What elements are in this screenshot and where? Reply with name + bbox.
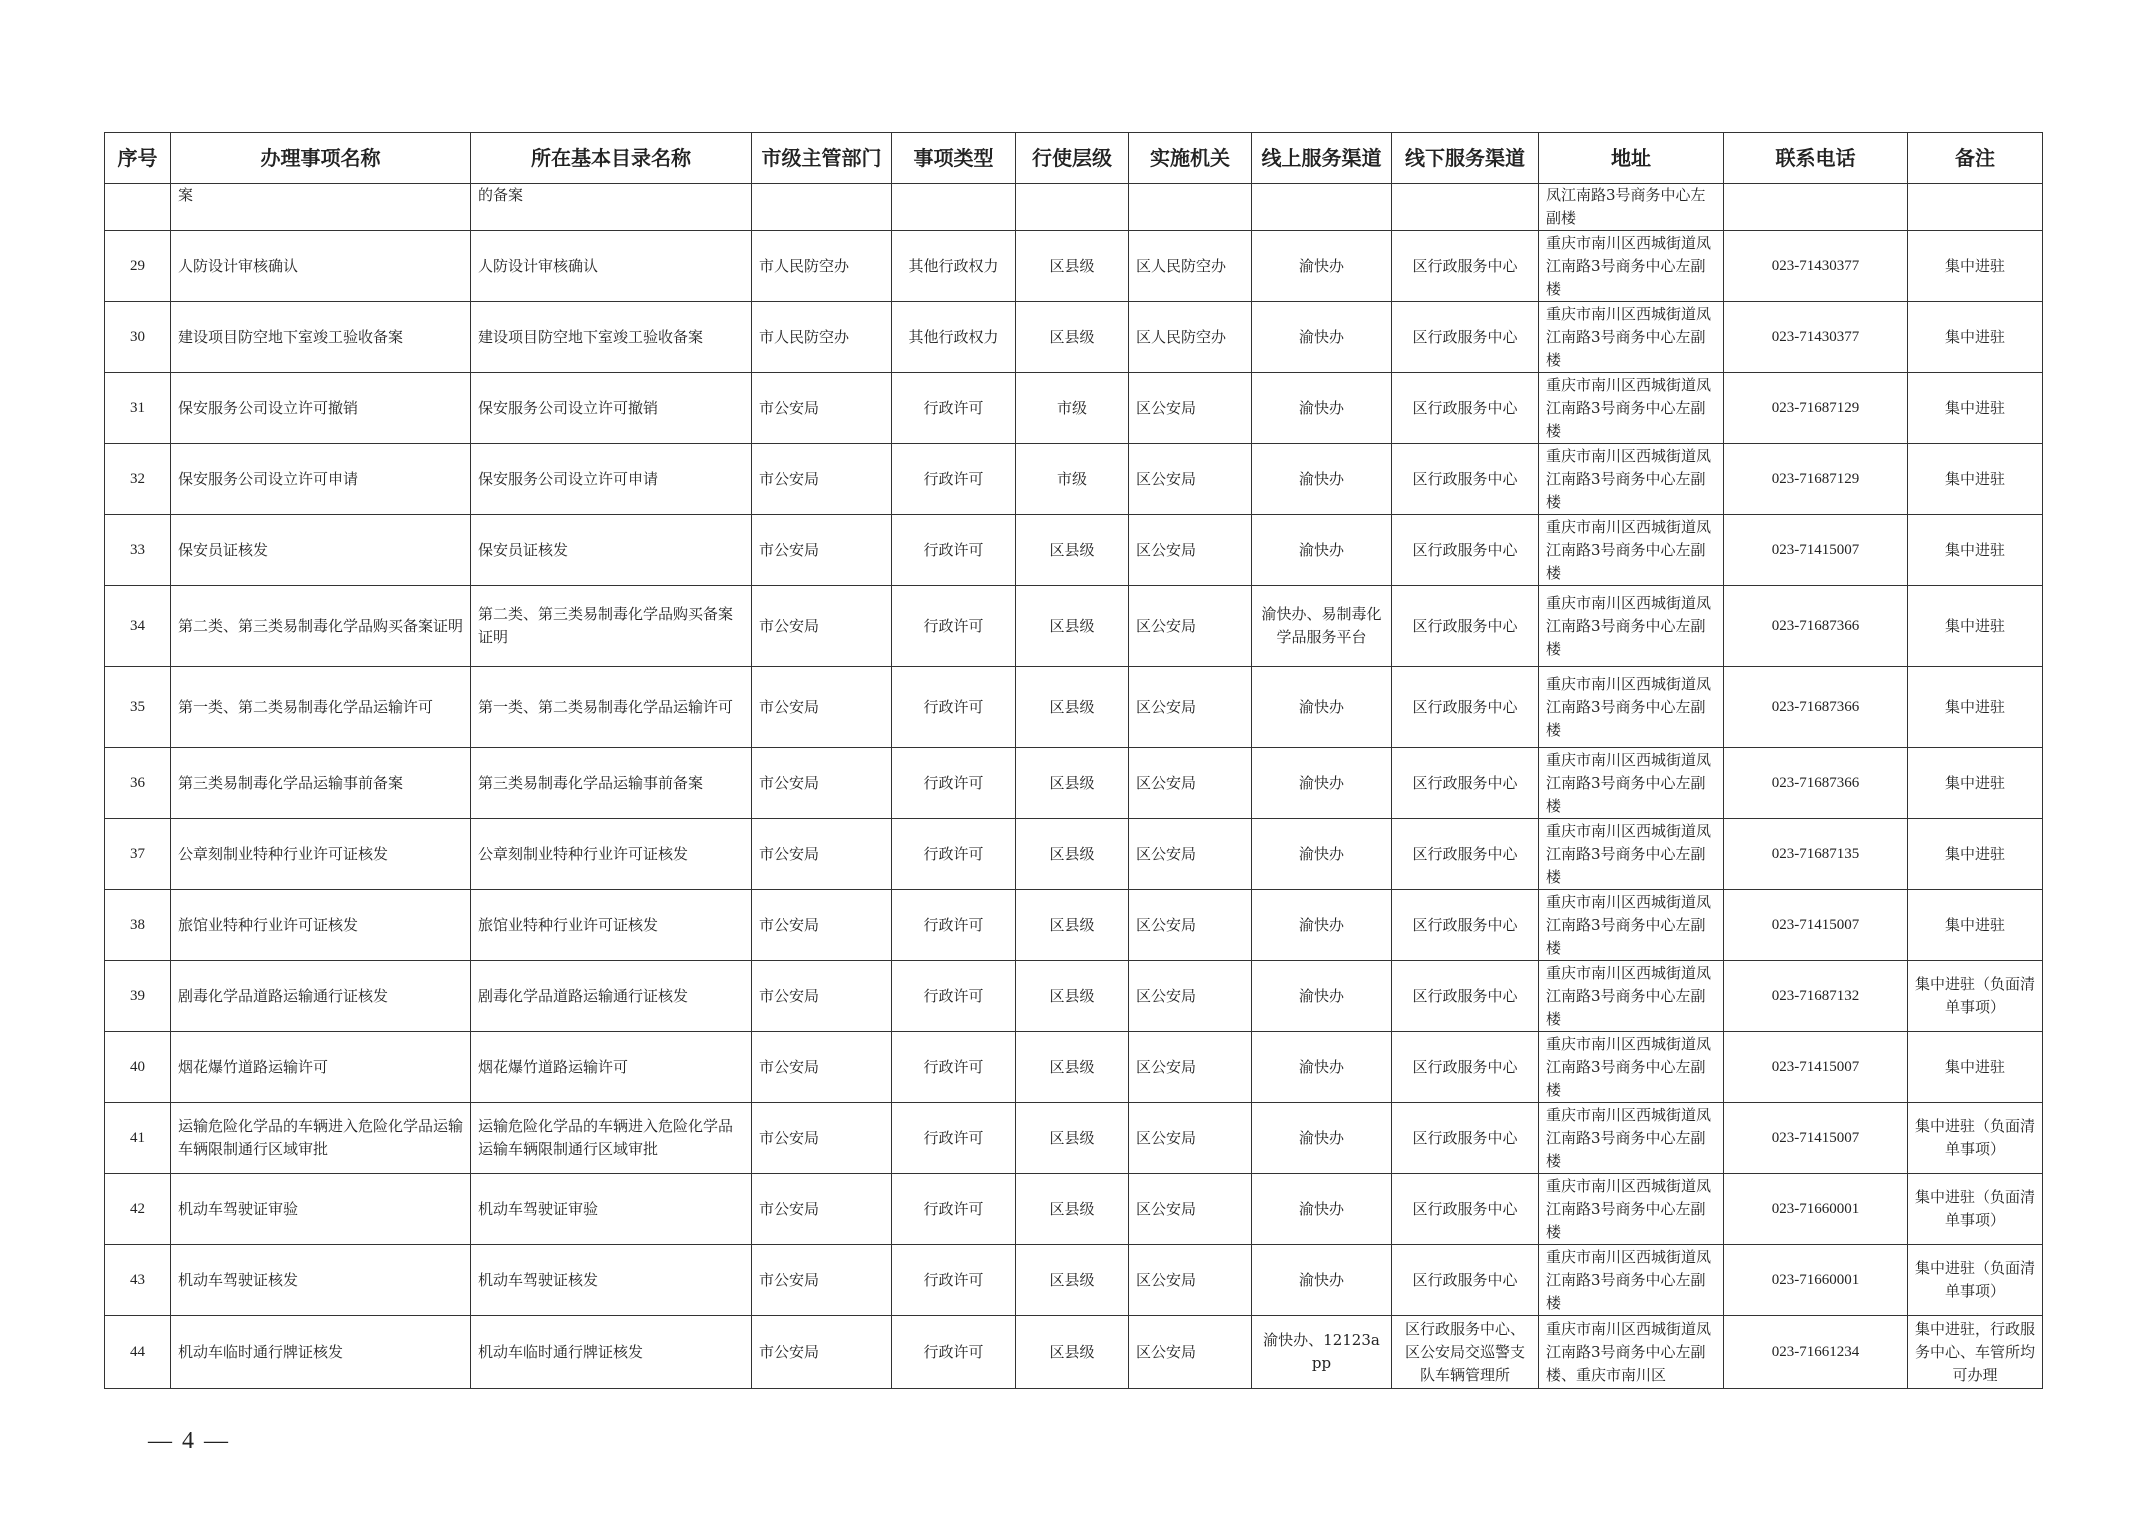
cell-catalog: 剧毒化学品道路运输通行证核发 — [471, 961, 752, 1032]
header-cell-type: 事项类型 — [892, 133, 1016, 184]
cell-catalog: 运输危险化学品的车辆进入危险化学品运输车辆限制通行区域审批 — [471, 1103, 752, 1174]
cell-offline: 区行政服务中心 — [1392, 748, 1539, 819]
cell-note: 集中进驻，行政服务中心、车管所均可办理 — [1908, 1316, 2043, 1389]
cell-note: 集中进驻（负面清单事项） — [1908, 961, 2043, 1032]
cell-agency: 区公安局 — [1129, 1174, 1252, 1245]
table-row — [105, 302, 2043, 373]
table-row — [105, 586, 2043, 667]
table-row — [105, 961, 2043, 1032]
cell-catalog: 机动车驾驶证核发 — [471, 1245, 752, 1316]
header-cell-phone: 联系电话 — [1724, 133, 1908, 184]
cell-address: 重庆市南川区西城街道凤江南路3号商务中心左副楼 — [1539, 819, 1724, 890]
cell-catalog: 的备案 — [471, 184, 752, 231]
cell-dept: 市公安局 — [752, 586, 892, 667]
cell-note: 集中进驻 — [1908, 667, 2043, 748]
cell-dept: 市公安局 — [752, 444, 892, 515]
table-row — [105, 444, 2043, 515]
cell-level: 区县级 — [1016, 515, 1129, 586]
cell-level — [1016, 184, 1129, 231]
continuation-row — [105, 184, 2043, 231]
cell-catalog: 烟花爆竹道路运输许可 — [471, 1032, 752, 1103]
table-header-row — [105, 133, 2043, 184]
cell-level: 区县级 — [1016, 302, 1129, 373]
header-cell-online: 线上服务渠道 — [1252, 133, 1392, 184]
cell-address: 重庆市南川区西城街道凤江南路3号商务中心左副楼、重庆市南川区 — [1539, 1316, 1724, 1389]
cell-dept: 市公安局 — [752, 819, 892, 890]
header-cell-no: 序号 — [105, 133, 171, 184]
cell-address: 重庆市南川区西城街道凤江南路3号商务中心左副楼 — [1539, 667, 1724, 748]
cell-offline: 区行政服务中心 — [1392, 373, 1539, 444]
cell-no: 36 — [105, 748, 171, 819]
cell-catalog: 建设项目防空地下室竣工验收备案 — [471, 302, 752, 373]
cell-level: 区县级 — [1016, 231, 1129, 302]
cell-online: 渝快办 — [1252, 302, 1392, 373]
cell-no: 32 — [105, 444, 171, 515]
cell-offline: 区行政服务中心 — [1392, 667, 1539, 748]
cell-level: 区县级 — [1016, 667, 1129, 748]
cell-name: 案 — [171, 184, 471, 231]
cell-no — [105, 184, 171, 231]
cell-agency: 区公安局 — [1129, 1103, 1252, 1174]
table-row — [105, 748, 2043, 819]
cell-online: 渝快办、易制毒化学品服务平台 — [1252, 586, 1392, 667]
cell-offline: 区行政服务中心 — [1392, 1174, 1539, 1245]
table-row — [105, 373, 2043, 444]
cell-name: 公章刻制业特种行业许可证核发 — [171, 819, 471, 890]
header-cell-offline: 线下服务渠道 — [1392, 133, 1539, 184]
cell-no: 37 — [105, 819, 171, 890]
cell-dept — [752, 184, 892, 231]
cell-online: 渝快办 — [1252, 748, 1392, 819]
cell-type: 行政许可 — [892, 1103, 1016, 1174]
cell-name: 机动车驾驶证审验 — [171, 1174, 471, 1245]
cell-online: 渝快办 — [1252, 667, 1392, 748]
cell-type: 行政许可 — [892, 373, 1016, 444]
cell-offline — [1392, 184, 1539, 231]
header-cell-level: 行使层级 — [1016, 133, 1129, 184]
cell-name: 保安服务公司设立许可申请 — [171, 444, 471, 515]
cell-phone: 023-71687135 — [1724, 819, 1908, 890]
cell-catalog: 保安服务公司设立许可撤销 — [471, 373, 752, 444]
cell-offline: 区行政服务中心 — [1392, 1245, 1539, 1316]
cell-level: 区县级 — [1016, 586, 1129, 667]
cell-phone: 023-71661234 — [1724, 1316, 1908, 1389]
cell-dept: 市公安局 — [752, 748, 892, 819]
cell-type: 其他行政权力 — [892, 231, 1016, 302]
cell-note: 集中进驻 — [1908, 444, 2043, 515]
cell-dept: 市公安局 — [752, 667, 892, 748]
cell-phone: 023-71430377 — [1724, 302, 1908, 373]
cell-phone: 023-71415007 — [1724, 515, 1908, 586]
cell-phone: 023-71687132 — [1724, 961, 1908, 1032]
cell-level: 区县级 — [1016, 1174, 1129, 1245]
cell-no: 39 — [105, 961, 171, 1032]
cell-name: 保安员证核发 — [171, 515, 471, 586]
cell-note: 集中进驻 — [1908, 302, 2043, 373]
cell-address: 重庆市南川区西城街道凤江南路3号商务中心左副楼 — [1539, 1245, 1724, 1316]
cell-address: 重庆市南川区西城街道凤江南路3号商务中心左副楼 — [1539, 748, 1724, 819]
cell-no: 31 — [105, 373, 171, 444]
table-row — [105, 667, 2043, 748]
cell-address: 凤江南路3号商务中心左副楼 — [1539, 184, 1724, 231]
cell-catalog: 机动车临时通行牌证核发 — [471, 1316, 752, 1389]
cell-agency: 区公安局 — [1129, 890, 1252, 961]
cell-offline: 区行政服务中心 — [1392, 961, 1539, 1032]
table-row — [105, 1103, 2043, 1174]
cell-address: 重庆市南川区西城街道凤江南路3号商务中心左副楼 — [1539, 444, 1724, 515]
cell-phone: 023-71687129 — [1724, 373, 1908, 444]
cell-online: 渝快办 — [1252, 1174, 1392, 1245]
cell-address: 重庆市南川区西城街道凤江南路3号商务中心左副楼 — [1539, 961, 1724, 1032]
cell-no: 30 — [105, 302, 171, 373]
cell-no: 34 — [105, 586, 171, 667]
cell-level: 区县级 — [1016, 1032, 1129, 1103]
cell-no: 35 — [105, 667, 171, 748]
cell-note: 集中进驻 — [1908, 231, 2043, 302]
cell-name: 第三类易制毒化学品运输事前备案 — [171, 748, 471, 819]
cell-level: 区县级 — [1016, 1316, 1129, 1389]
cell-phone: 023-71660001 — [1724, 1174, 1908, 1245]
cell-no: 43 — [105, 1245, 171, 1316]
cell-no: 38 — [105, 890, 171, 961]
cell-name: 建设项目防空地下室竣工验收备案 — [171, 302, 471, 373]
cell-phone: 023-71430377 — [1724, 231, 1908, 302]
cell-note: 集中进驻（负面清单事项） — [1908, 1103, 2043, 1174]
cell-name: 旅馆业特种行业许可证核发 — [171, 890, 471, 961]
cell-type: 行政许可 — [892, 890, 1016, 961]
cell-type: 行政许可 — [892, 667, 1016, 748]
cell-agency: 区公安局 — [1129, 819, 1252, 890]
table-row — [105, 515, 2043, 586]
cell-dept: 市公安局 — [752, 1245, 892, 1316]
cell-address: 重庆市南川区西城街道凤江南路3号商务中心左副楼 — [1539, 515, 1724, 586]
cell-note: 集中进驻 — [1908, 748, 2043, 819]
header-cell-name: 办理事项名称 — [171, 133, 471, 184]
cell-level: 市级 — [1016, 373, 1129, 444]
cell-address: 重庆市南川区西城街道凤江南路3号商务中心左副楼 — [1539, 373, 1724, 444]
cell-name: 机动车驾驶证核发 — [171, 1245, 471, 1316]
cell-phone: 023-71687129 — [1724, 444, 1908, 515]
table-row — [105, 1316, 2043, 1389]
cell-level: 区县级 — [1016, 961, 1129, 1032]
cell-dept: 市公安局 — [752, 961, 892, 1032]
cell-address: 重庆市南川区西城街道凤江南路3号商务中心左副楼 — [1539, 1174, 1724, 1245]
cell-dept: 市人民防空办 — [752, 231, 892, 302]
cell-address: 重庆市南川区西城街道凤江南路3号商务中心左副楼 — [1539, 1032, 1724, 1103]
cell-name: 剧毒化学品道路运输通行证核发 — [171, 961, 471, 1032]
cell-catalog: 旅馆业特种行业许可证核发 — [471, 890, 752, 961]
cell-dept: 市人民防空办 — [752, 302, 892, 373]
cell-catalog: 人防设计审核确认 — [471, 231, 752, 302]
cell-offline: 区行政服务中心 — [1392, 1103, 1539, 1174]
cell-online: 渝快办 — [1252, 961, 1392, 1032]
cell-note: 集中进驻 — [1908, 890, 2043, 961]
cell-level: 区县级 — [1016, 819, 1129, 890]
cell-phone: 023-71687366 — [1724, 586, 1908, 667]
cell-dept: 市公安局 — [752, 1316, 892, 1389]
cell-address: 重庆市南川区西城街道凤江南路3号商务中心左副楼 — [1539, 890, 1724, 961]
cell-online: 渝快办 — [1252, 373, 1392, 444]
cell-dept: 市公安局 — [752, 1103, 892, 1174]
table-body — [105, 184, 2043, 1389]
cell-offline: 区行政服务中心 — [1392, 231, 1539, 302]
cell-note: 集中进驻 — [1908, 373, 2043, 444]
cell-dept: 市公安局 — [752, 890, 892, 961]
cell-level: 区县级 — [1016, 890, 1129, 961]
cell-catalog: 机动车驾驶证审验 — [471, 1174, 752, 1245]
cell-address: 重庆市南川区西城街道凤江南路3号商务中心左副楼 — [1539, 231, 1724, 302]
header-cell-dept: 市级主管部门 — [752, 133, 892, 184]
cell-dept: 市公安局 — [752, 1032, 892, 1103]
cell-online: 渝快办 — [1252, 1103, 1392, 1174]
cell-name: 第一类、第二类易制毒化学品运输许可 — [171, 667, 471, 748]
cell-agency: 区人民防空办 — [1129, 302, 1252, 373]
cell-note: 集中进驻 — [1908, 515, 2043, 586]
cell-agency: 区公安局 — [1129, 1316, 1252, 1389]
cell-dept: 市公安局 — [752, 373, 892, 444]
cell-no: 33 — [105, 515, 171, 586]
cell-offline: 区行政服务中心 — [1392, 302, 1539, 373]
cell-catalog: 保安员证核发 — [471, 515, 752, 586]
cell-name: 运输危险化学品的车辆进入危险化学品运输车辆限制通行区域审批 — [171, 1103, 471, 1174]
cell-type: 行政许可 — [892, 748, 1016, 819]
cell-phone: 023-71415007 — [1724, 890, 1908, 961]
cell-dept: 市公安局 — [752, 1174, 892, 1245]
cell-type: 行政许可 — [892, 515, 1016, 586]
cell-type: 其他行政权力 — [892, 302, 1016, 373]
cell-online: 渝快办 — [1252, 819, 1392, 890]
table-row — [105, 1032, 2043, 1103]
cell-note: 集中进驻 — [1908, 819, 2043, 890]
header-cell-catalog: 所在基本目录名称 — [471, 133, 752, 184]
cell-online: 渝快办 — [1252, 1032, 1392, 1103]
cell-type: 行政许可 — [892, 444, 1016, 515]
cell-catalog: 第三类易制毒化学品运输事前备案 — [471, 748, 752, 819]
cell-offline: 区行政服务中心 — [1392, 819, 1539, 890]
cell-offline: 区行政服务中心 — [1392, 1032, 1539, 1103]
cell-agency: 区公安局 — [1129, 373, 1252, 444]
cell-agency: 区公安局 — [1129, 667, 1252, 748]
cell-offline: 区行政服务中心 — [1392, 890, 1539, 961]
cell-no: 42 — [105, 1174, 171, 1245]
cell-dept: 市公安局 — [752, 515, 892, 586]
cell-address: 重庆市南川区西城街道凤江南路3号商务中心左副楼 — [1539, 302, 1724, 373]
service-items-table — [104, 132, 2043, 1389]
cell-agency: 区公安局 — [1129, 1032, 1252, 1103]
cell-name: 保安服务公司设立许可撤销 — [171, 373, 471, 444]
table-row — [105, 231, 2043, 302]
cell-level: 区县级 — [1016, 1245, 1129, 1316]
header-cell-address: 地址 — [1539, 133, 1724, 184]
cell-phone: 023-71660001 — [1724, 1245, 1908, 1316]
cell-no: 29 — [105, 231, 171, 302]
cell-phone: 023-71687366 — [1724, 667, 1908, 748]
cell-phone: 023-71415007 — [1724, 1103, 1908, 1174]
cell-type: 行政许可 — [892, 586, 1016, 667]
cell-agency: 区人民防空办 — [1129, 231, 1252, 302]
cell-online: 渝快办 — [1252, 231, 1392, 302]
table-row — [105, 1245, 2043, 1316]
cell-type: 行政许可 — [892, 819, 1016, 890]
cell-catalog: 保安服务公司设立许可申请 — [471, 444, 752, 515]
cell-type: 行政许可 — [892, 1174, 1016, 1245]
cell-name: 人防设计审核确认 — [171, 231, 471, 302]
cell-address: 重庆市南川区西城街道凤江南路3号商务中心左副楼 — [1539, 586, 1724, 667]
header-cell-agency: 实施机关 — [1129, 133, 1252, 184]
cell-no: 40 — [105, 1032, 171, 1103]
header-cell-note: 备注 — [1908, 133, 2043, 184]
cell-agency: 区公安局 — [1129, 515, 1252, 586]
cell-phone: 023-71687366 — [1724, 748, 1908, 819]
cell-address: 重庆市南川区西城街道凤江南路3号商务中心左副楼 — [1539, 1103, 1724, 1174]
cell-offline: 区行政服务中心 — [1392, 444, 1539, 515]
page-number: — 4 — — [148, 1428, 230, 1454]
cell-level: 区县级 — [1016, 748, 1129, 819]
cell-type — [892, 184, 1016, 231]
cell-online: 渝快办 — [1252, 1245, 1392, 1316]
cell-online: 渝快办 — [1252, 444, 1392, 515]
cell-agency: 区公安局 — [1129, 444, 1252, 515]
cell-note: 集中进驻 — [1908, 586, 2043, 667]
cell-type: 行政许可 — [892, 1245, 1016, 1316]
cell-no: 41 — [105, 1103, 171, 1174]
table-row — [105, 890, 2043, 961]
cell-online: 渝快办 — [1252, 890, 1392, 961]
cell-type: 行政许可 — [892, 961, 1016, 1032]
cell-online: 渝快办 — [1252, 515, 1392, 586]
cell-agency: 区公安局 — [1129, 961, 1252, 1032]
cell-agency: 区公安局 — [1129, 1245, 1252, 1316]
cell-catalog: 公章刻制业特种行业许可证核发 — [471, 819, 752, 890]
cell-agency: 区公安局 — [1129, 586, 1252, 667]
cell-note — [1908, 184, 2043, 231]
cell-catalog: 第二类、第三类易制毒化学品购买备案证明 — [471, 586, 752, 667]
cell-phone: 023-71415007 — [1724, 1032, 1908, 1103]
cell-no: 44 — [105, 1316, 171, 1389]
table-row — [105, 1174, 2043, 1245]
cell-note: 集中进驻（负面清单事项） — [1908, 1174, 2043, 1245]
cell-type: 行政许可 — [892, 1032, 1016, 1103]
cell-note: 集中进驻（负面清单事项） — [1908, 1245, 2043, 1316]
cell-agency: 区公安局 — [1129, 748, 1252, 819]
cell-online: 渝快办、12123app — [1252, 1316, 1392, 1389]
cell-offline: 区行政服务中心 — [1392, 586, 1539, 667]
table-row — [105, 819, 2043, 890]
cell-type: 行政许可 — [892, 1316, 1016, 1389]
cell-online — [1252, 184, 1392, 231]
cell-note: 集中进驻 — [1908, 1032, 2043, 1103]
cell-level: 市级 — [1016, 444, 1129, 515]
cell-name: 第二类、第三类易制毒化学品购买备案证明 — [171, 586, 471, 667]
cell-offline: 区行政服务中心 — [1392, 515, 1539, 586]
cell-phone — [1724, 184, 1908, 231]
cell-catalog: 第一类、第二类易制毒化学品运输许可 — [471, 667, 752, 748]
cell-level: 区县级 — [1016, 1103, 1129, 1174]
cell-agency — [1129, 184, 1252, 231]
cell-name: 烟花爆竹道路运输许可 — [171, 1032, 471, 1103]
cell-offline: 区行政服务中心、区公安局交巡警支队车辆管理所 — [1392, 1316, 1539, 1389]
cell-name: 机动车临时通行牌证核发 — [171, 1316, 471, 1389]
